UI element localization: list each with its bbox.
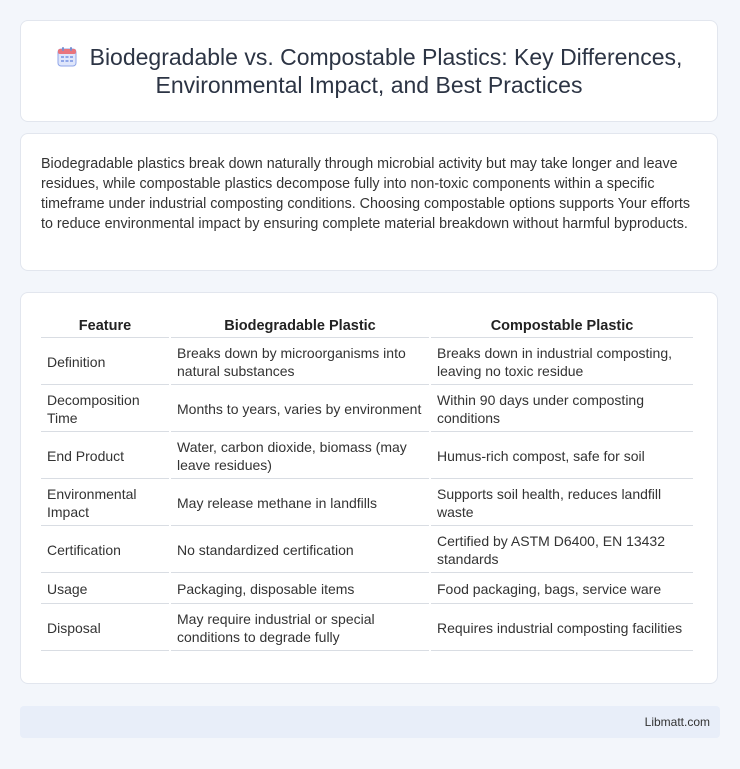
compostable-cell: Within 90 days under composting conditions — [431, 385, 693, 432]
feature-cell: End Product — [41, 432, 169, 479]
page-title — [49, 43, 689, 99]
comparison-table — [39, 315, 695, 651]
table-row — [41, 338, 693, 385]
table-row — [41, 385, 693, 432]
compostable-cell: Humus-rich compost, safe for soil — [431, 432, 693, 479]
intro-card — [20, 133, 718, 271]
compostable-cell: Breaks down in industrial composting, leaving no toxic residue — [431, 338, 693, 385]
biodegradable-cell: Packaging, disposable items — [171, 573, 429, 604]
table-row — [41, 526, 693, 573]
compostable-cell: Requires industrial composting facilities — [431, 604, 693, 651]
header-feature: Feature — [41, 315, 169, 338]
feature-cell: Disposal — [41, 604, 169, 651]
biodegradable-cell: May release methane in landfills — [171, 479, 429, 526]
page-title-text: Biodegradable vs. Compostable Plastics: Key Differences, Environmental Impact, and Best Practices — [89, 44, 683, 98]
biodegradable-cell: Water, carbon dioxide, biomass (may leave residues) — [171, 432, 429, 479]
compostable-cell: Food packaging, bags, service ware — [431, 573, 693, 604]
table-header-row — [41, 315, 693, 338]
title-card — [20, 20, 718, 122]
comparison-card — [20, 292, 718, 684]
biodegradable-cell: May require industrial or special conditions to degrade fully — [171, 604, 429, 651]
calendar-icon — [56, 46, 78, 68]
footer-brand[interactable]: Libmatt.com — [644, 715, 710, 729]
feature-cell: Environmental Impact — [41, 479, 169, 526]
header-compostable: Compostable Plastic — [431, 315, 693, 338]
feature-cell: Certification — [41, 526, 169, 573]
biodegradable-cell: Months to years, varies by environment — [171, 385, 429, 432]
compostable-cell: Supports soil health, reduces landfill waste — [431, 479, 693, 526]
table-row — [41, 573, 693, 604]
intro-paragraph: Biodegradable plastics break down naturally through microbial activity but may take longer and leave residues, while compostable plastics decompose fully into non-toxic components within a specific timeframe under industrial composting conditions. Choosing compostable options supports Your efforts to reduce environmental impact by ensuring complete material breakdown without harmful byproducts. — [41, 156, 691, 232]
biodegradable-cell: No standardized certification — [171, 526, 429, 573]
biodegradable-cell: Breaks down by microorganisms into natural substances — [171, 338, 429, 385]
compostable-cell: Certified by ASTM D6400, EN 13432 standards — [431, 526, 693, 573]
feature-cell: Usage — [41, 573, 169, 604]
footer — [20, 706, 720, 738]
feature-cell: Decomposition Time — [41, 385, 169, 432]
header-biodegradable: Biodegradable Plastic — [171, 315, 429, 338]
table-row — [41, 479, 693, 526]
feature-cell: Definition — [41, 338, 169, 385]
table-row — [41, 432, 693, 479]
table-row — [41, 604, 693, 651]
